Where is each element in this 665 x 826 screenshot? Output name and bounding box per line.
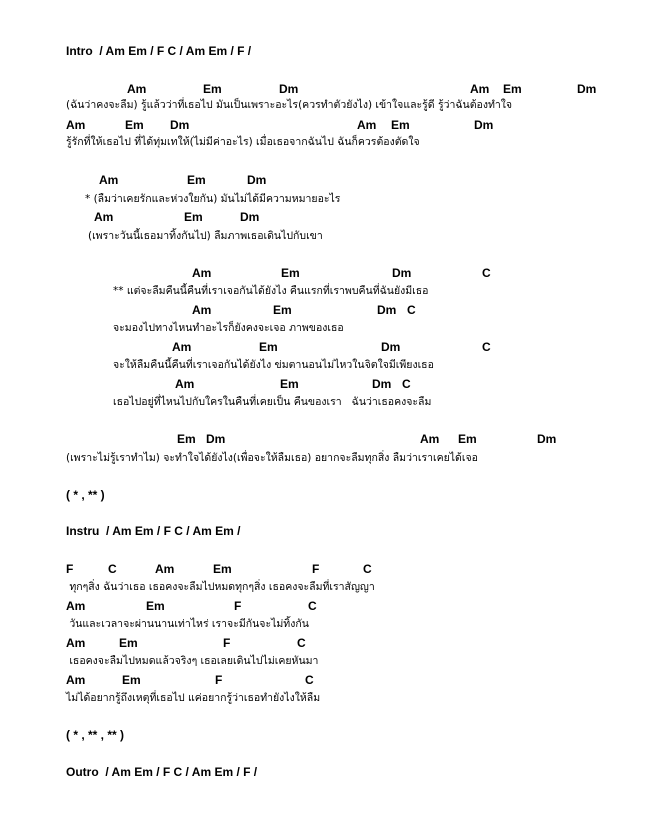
chord-dm: Dm	[372, 377, 392, 391]
lyric-line: (เพราะไม่รู้เราทำไม) จะทำใจได้ยังไง(เพื่อจะให้ลืมเธอ) อยากจะลืมทุกสิ่ง ลืมว่าเราเคยได้เจอ	[66, 452, 478, 464]
chord-c: C	[482, 266, 491, 280]
chord-em: Em	[458, 432, 477, 446]
chord-em: Em	[119, 636, 138, 650]
chord-dm: Dm	[474, 118, 494, 132]
lyric-line: ทุกๆสิ่ง ฉันว่าเธอ เธอคงจะลืมไปหมดทุกๆสิ่ง เธอคงจะลืมที่เราสัญญา	[66, 581, 375, 593]
chord-am: Am	[357, 118, 377, 132]
chord-f: F	[223, 636, 231, 650]
chord-dm: Dm	[247, 173, 267, 187]
chord-c: C	[407, 303, 416, 317]
chord-c: C	[308, 599, 317, 613]
chord-am: Am	[66, 599, 86, 613]
chord-em: Em	[391, 118, 410, 132]
chord-dm: Dm	[240, 210, 260, 224]
chord-dm: Dm	[279, 82, 299, 96]
lyric-line: * (ลืมว่าเคยรักและห่วงใยกัน) มันไม่ได้มีความหมายอะไร	[85, 193, 341, 205]
lyric-line: จะให้ลืมคืนนี้คืนที่เราเจอกันได้ยังไง ข่มตานอนไม่ไหวในจิตใจมีเพียงเธอ	[113, 359, 434, 371]
chord-c: C	[305, 673, 314, 687]
chord-am: Am	[470, 82, 490, 96]
chord-c: C	[402, 377, 411, 391]
lyric-line: ** แต่จะลืมคืนนี้คืนที่เราเจอกันได้ยังไง คืนแรกที่เราพบคืนที่ฉันยังมีเธอ	[113, 285, 429, 297]
chord-am: Am	[66, 673, 86, 687]
chord-dm: Dm	[392, 266, 412, 280]
lyric-line: (ฉันว่าคงจะลืม) รู้แล้วว่าที่เธอไป มันเป็นเพราะอะไร(ควรทำตัวยังไง) เข้าใจและรู้ดี รู้ว่าฉันต้องทำใจ	[66, 99, 513, 111]
lyric-line: ไม่ได้อยากรู้ถึงเหตุที่เธอไป แค่อยากรู้ว่าเธอทำยังไงให้ลืม	[66, 692, 321, 704]
chord-am: Am	[99, 173, 119, 187]
chord-em: Em	[273, 303, 292, 317]
chord-em: Em	[503, 82, 522, 96]
chord-em: Em	[187, 173, 206, 187]
outro-line: Outro / Am Em / F C / Am Em / F /	[66, 765, 258, 779]
repeat-marker: ( * , ** )	[66, 488, 105, 502]
chord-em: Em	[259, 340, 278, 354]
chord-em: Em	[146, 599, 165, 613]
chord-em: Em	[184, 210, 203, 224]
chord-c: C	[363, 562, 372, 576]
instru-line: Instru / Am Em / F C / Am Em /	[66, 524, 241, 538]
lyric-line: จะมองไปทางไหนทำอะไรก็ยังคงจะเจอ ภาพของเธอ	[113, 322, 344, 334]
chord-em: Em	[177, 432, 196, 446]
chord-dm: Dm	[577, 82, 597, 96]
repeat-marker: ( * , ** , ** )	[66, 728, 125, 742]
chord-am: Am	[192, 303, 212, 317]
chord-em: Em	[203, 82, 222, 96]
chord-am: Am	[172, 340, 192, 354]
chord-am: Am	[155, 562, 175, 576]
chord-c: C	[297, 636, 306, 650]
chord-dm: Dm	[537, 432, 557, 446]
chord-am: Am	[192, 266, 212, 280]
chord-em: Em	[280, 377, 299, 391]
chord-c: C	[482, 340, 491, 354]
lyric-line: รู้รักที่ให้เธอไป ที่ได้ทุ่มเทให้(ไม่มีค่าอะไร) เมื่อเธอจากฉันไป ฉันก็ควรต้องตัดใจ	[66, 136, 420, 148]
chord-em: Em	[281, 266, 300, 280]
chord-am: Am	[127, 82, 147, 96]
chord-am: Am	[66, 118, 86, 132]
lyric-line: เธอไปอยู่ที่ไหนไปกับใครในคืนที่เคยเป็น คืนของเรา ฉันว่าเธอคงจะลืม	[113, 396, 432, 408]
chord-am: Am	[94, 210, 114, 224]
chord-am: Am	[66, 636, 86, 650]
chord-em: Em	[125, 118, 144, 132]
chord-dm: Dm	[377, 303, 397, 317]
chord-dm: Dm	[206, 432, 226, 446]
chord-dm: Dm	[381, 340, 401, 354]
lyric-line: เธอคงจะลืมไปหมดแล้วจริงๆ เธอเลยเดินไปไม่เคยหันมา	[66, 655, 319, 667]
lyric-line: (เพราะวันนี้เธอมาทิ้งกันไป) ลืมภาพเธอเดินไปกับเขา	[88, 230, 323, 242]
chord-am: Am	[420, 432, 440, 446]
intro-line: Intro / Am Em / F C / Am Em / F /	[66, 44, 252, 58]
chord-f: F	[66, 562, 74, 576]
chord-c: C	[108, 562, 117, 576]
lyric-line: วันและเวลาจะผ่านนานเท่าไหร่ เราจะมีกันจะไม่ทิ้งกัน	[66, 618, 309, 630]
chord-f: F	[234, 599, 242, 613]
chord-em: Em	[213, 562, 232, 576]
chord-f: F	[312, 562, 320, 576]
chord-am: Am	[175, 377, 195, 391]
chord-em: Em	[122, 673, 141, 687]
chord-f: F	[215, 673, 223, 687]
chord-dm: Dm	[170, 118, 190, 132]
